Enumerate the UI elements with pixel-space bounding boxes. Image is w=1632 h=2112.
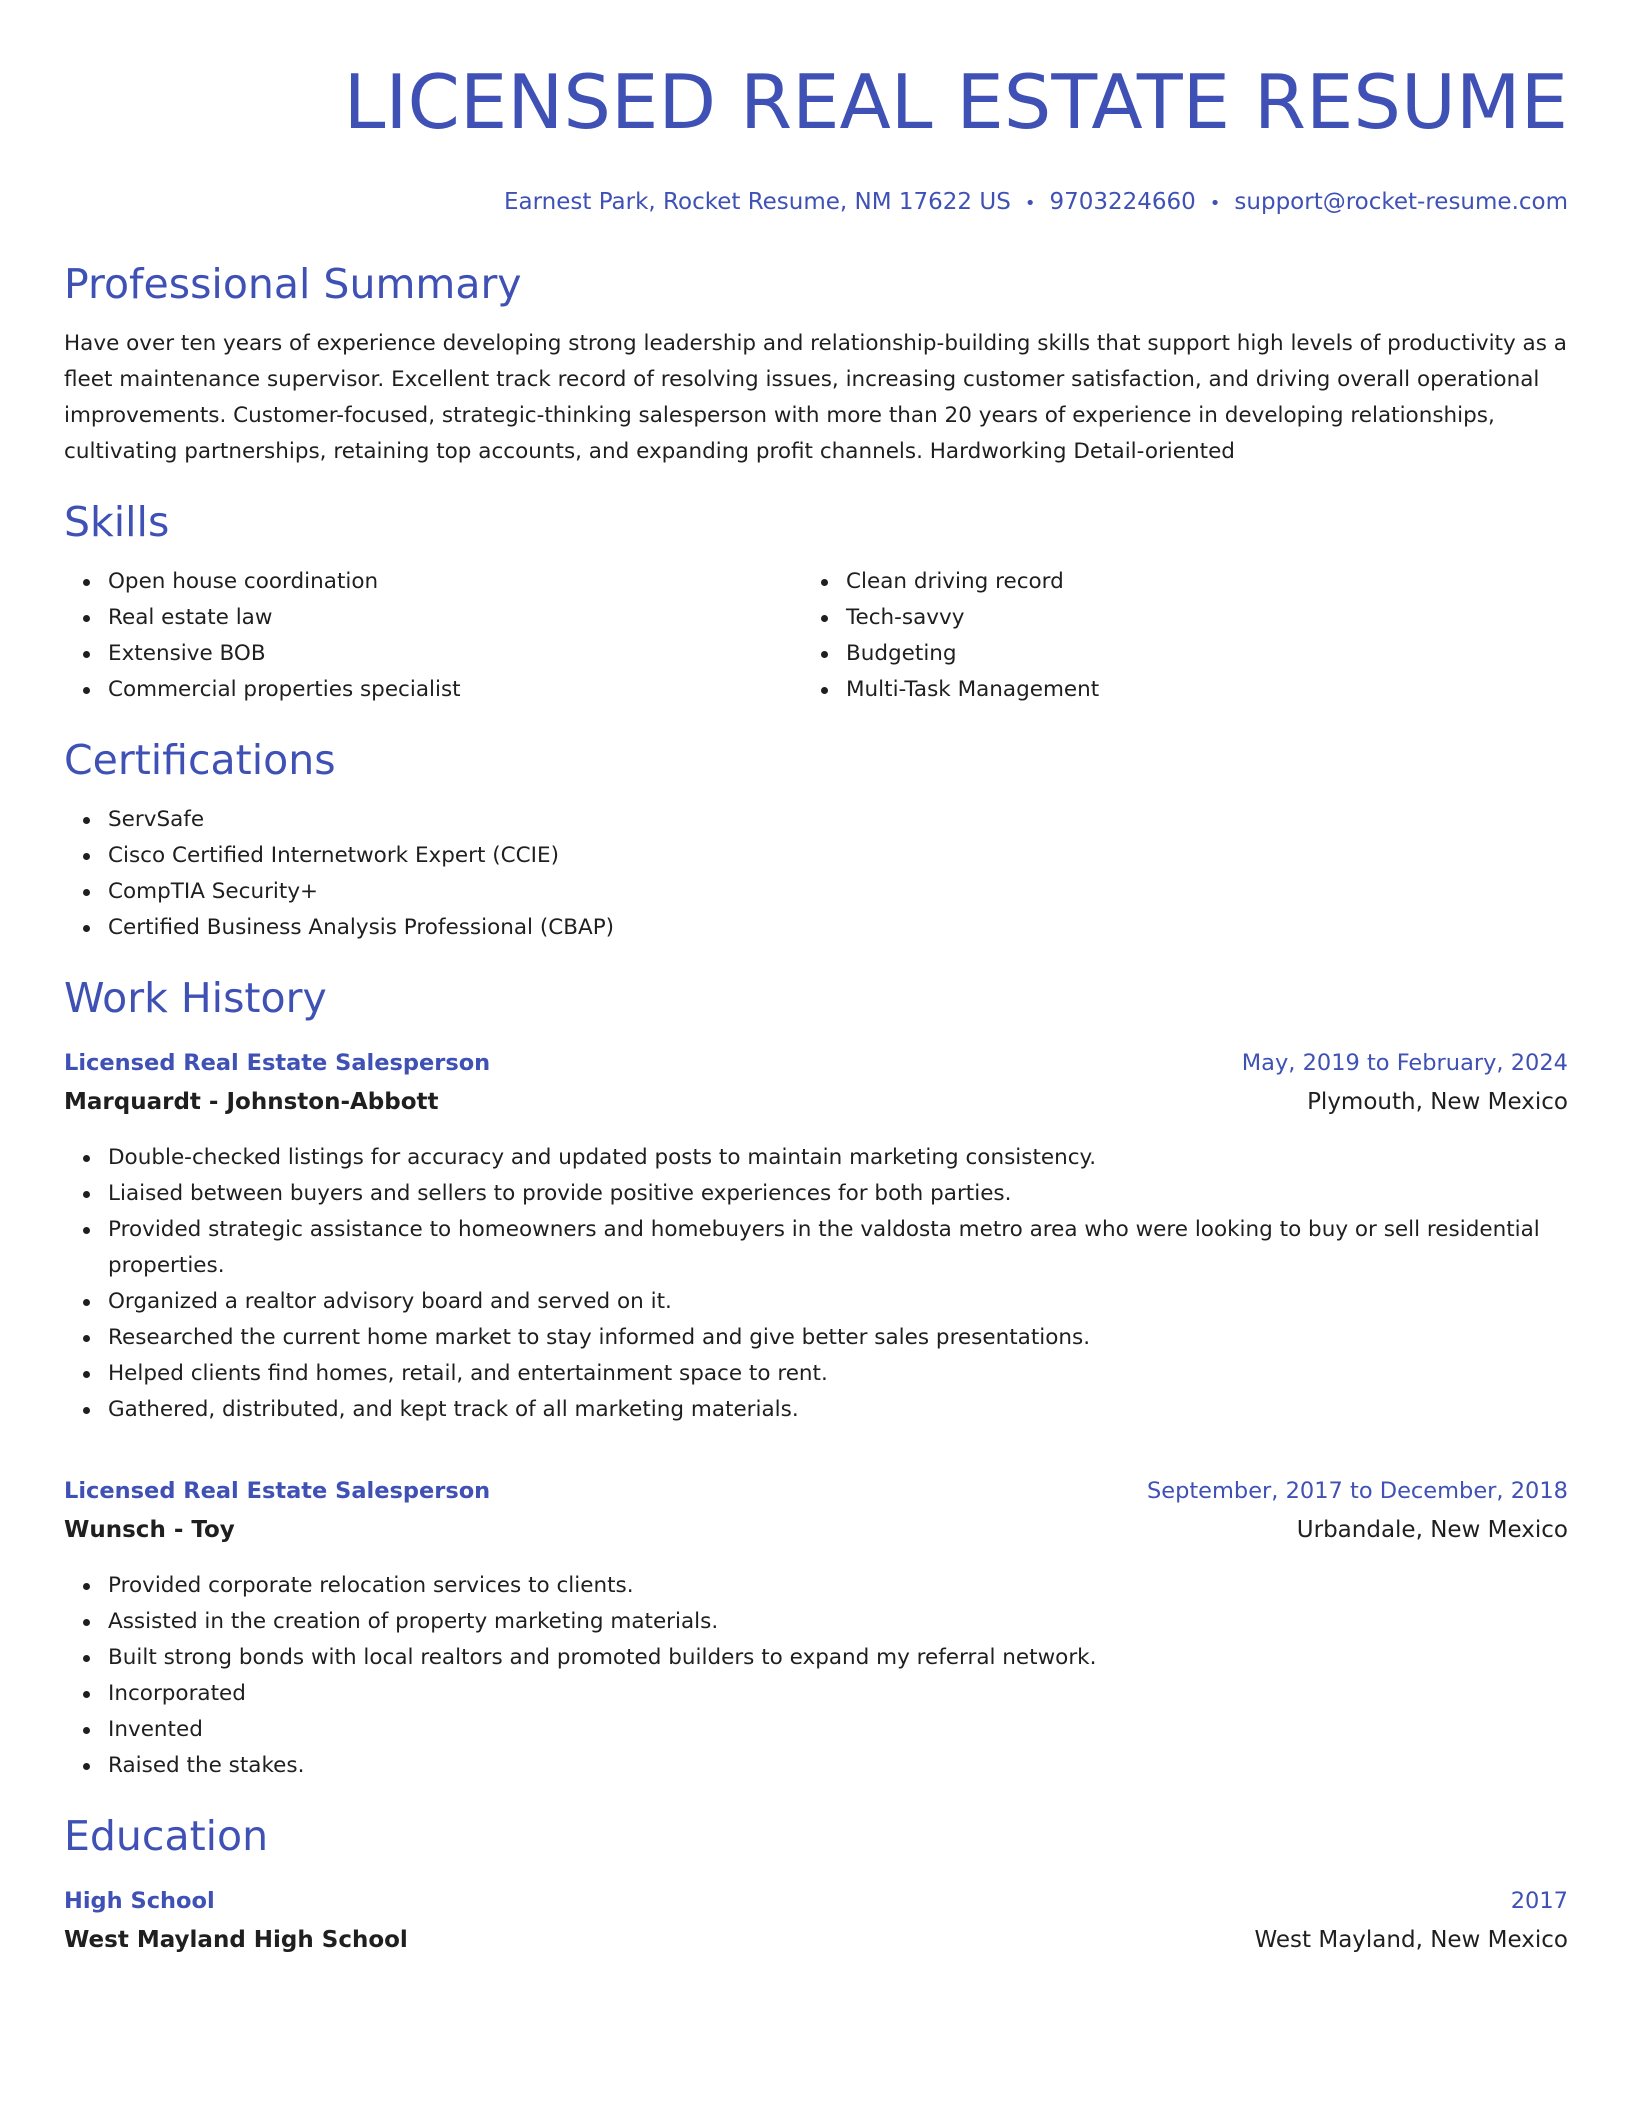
- certification-item: CompTIA Security+: [108, 874, 1568, 910]
- skill-item: Budgeting: [846, 636, 1540, 672]
- skill-item: Extensive BOB: [108, 636, 802, 672]
- job-title-row: [64, 1046, 1568, 1080]
- work-history-heading: Work History: [64, 974, 327, 1022]
- job-bullet: Provided strategic assistance to homeowners and homebuyers in the valdosta metro area who were looking to buy or sell residential properties.: [108, 1212, 1568, 1284]
- job-bullet: Liaised between buyers and sellers to provide positive experiences for both parties.: [108, 1176, 1568, 1212]
- summary-text: Have over ten years of experience developing strong leadership and relationship-building skills that support high levels of productivity as a fleet maintenance supervisor. Excellent track record of resolving issues, increasing customer satisfaction, and driving overall operational improvements. Customer-focused, strategic-thinking salesperson with more than 20 years of experience in developing relationships, cultivating partnerships, retaining top accounts, and expanding profit channels. Hardworking Detail-oriented: [64, 331, 1567, 464]
- job-role: Licensed Real Estate Salesperson: [64, 1478, 491, 1504]
- contact-phone: 9703224660: [1049, 189, 1196, 215]
- certification-item: Cisco Certified Internetwork Expert (CCIE): [108, 838, 1568, 874]
- contact-line: [64, 186, 1568, 220]
- skills-column-right: [802, 564, 1540, 708]
- education-year: 2017: [1510, 1888, 1568, 1914]
- job-location: Plymouth, New Mexico: [1307, 1089, 1568, 1115]
- job-bullet: Assisted in the creation of property marketing materials.: [108, 1604, 1568, 1640]
- job-bullet: Researched the current home market to stay informed and give better sales presentations.: [108, 1320, 1568, 1356]
- job-dates: September, 2017 to December, 2018: [1146, 1478, 1568, 1504]
- job-bullet: Incorporated: [108, 1676, 1568, 1712]
- skill-item: Real estate law: [108, 600, 802, 636]
- job-bullet: Provided corporate relocation services to clients.: [108, 1568, 1568, 1604]
- resume-title: LICENSED REAL ESTATE RESUME: [343, 58, 1568, 146]
- contact-separator: •: [1024, 193, 1036, 214]
- job-bullet: Invented: [108, 1712, 1568, 1748]
- job-entry: [64, 1046, 1568, 1428]
- job-location: Urbandale, New Mexico: [1296, 1517, 1568, 1543]
- job-bullet: Helped clients find homes, retail, and entertainment space to rent.: [108, 1356, 1568, 1392]
- skill-item: Clean driving record: [846, 564, 1540, 600]
- education-location: West Mayland, New Mexico: [1254, 1927, 1568, 1953]
- contact-address: Earnest Park, Rocket Resume, NM 17622 US: [504, 189, 1011, 215]
- education-degree-row: [64, 1884, 1568, 1918]
- certification-item: Certified Business Analysis Professional (CBAP): [108, 910, 1568, 946]
- skill-item: Multi-Task Management: [846, 672, 1540, 708]
- education-school-row: [64, 1922, 1568, 1958]
- job-company-row: [64, 1084, 1568, 1120]
- work-history-section: [64, 972, 1568, 1784]
- contact-email: support@rocket-resume.com: [1234, 189, 1568, 215]
- education-heading: Education: [64, 1812, 269, 1860]
- job-dates: May, 2019 to February, 2024: [1241, 1050, 1568, 1076]
- summary-section: [64, 258, 1568, 470]
- job-company: Wunsch - Toy: [64, 1517, 235, 1543]
- certifications-heading: Certifications: [64, 736, 336, 784]
- job-company: Marquardt - Johnston-Abbott: [64, 1089, 439, 1115]
- job-bullet: Built strong bonds with local realtors and promoted builders to expand my referral network.: [108, 1640, 1568, 1676]
- education-school: West Mayland High School: [64, 1927, 408, 1953]
- education-degree: High School: [64, 1888, 215, 1914]
- contact-separator: •: [1209, 193, 1221, 214]
- education-entry: [64, 1884, 1568, 1958]
- summary-heading: Professional Summary: [64, 260, 522, 308]
- skills-section: [64, 496, 1568, 708]
- job-bullet: Raised the stakes.: [108, 1748, 1568, 1784]
- job-bullet: Organized a realtor advisory board and served on it.: [108, 1284, 1568, 1320]
- certification-item: ServSafe: [108, 802, 1568, 838]
- skills-columns: [64, 564, 1568, 708]
- certifications-section: [64, 734, 1568, 946]
- job-bullet: Double-checked listings for accuracy and updated posts to maintain marketing consistency.: [108, 1140, 1568, 1176]
- job-bullet: Gathered, distributed, and kept track of all marketing materials.: [108, 1392, 1568, 1428]
- skill-item: Tech-savvy: [846, 600, 1540, 636]
- skills-heading: Skills: [64, 498, 170, 546]
- education-section: [64, 1810, 1568, 1958]
- job-role: Licensed Real Estate Salesperson: [64, 1050, 491, 1076]
- skills-column-left: [64, 564, 802, 708]
- skill-item: Open house coordination: [108, 564, 802, 600]
- skill-item: Commercial properties specialist: [108, 672, 802, 708]
- job-entry: [64, 1474, 1568, 1784]
- job-title-row: [64, 1474, 1568, 1508]
- job-company-row: [64, 1512, 1568, 1548]
